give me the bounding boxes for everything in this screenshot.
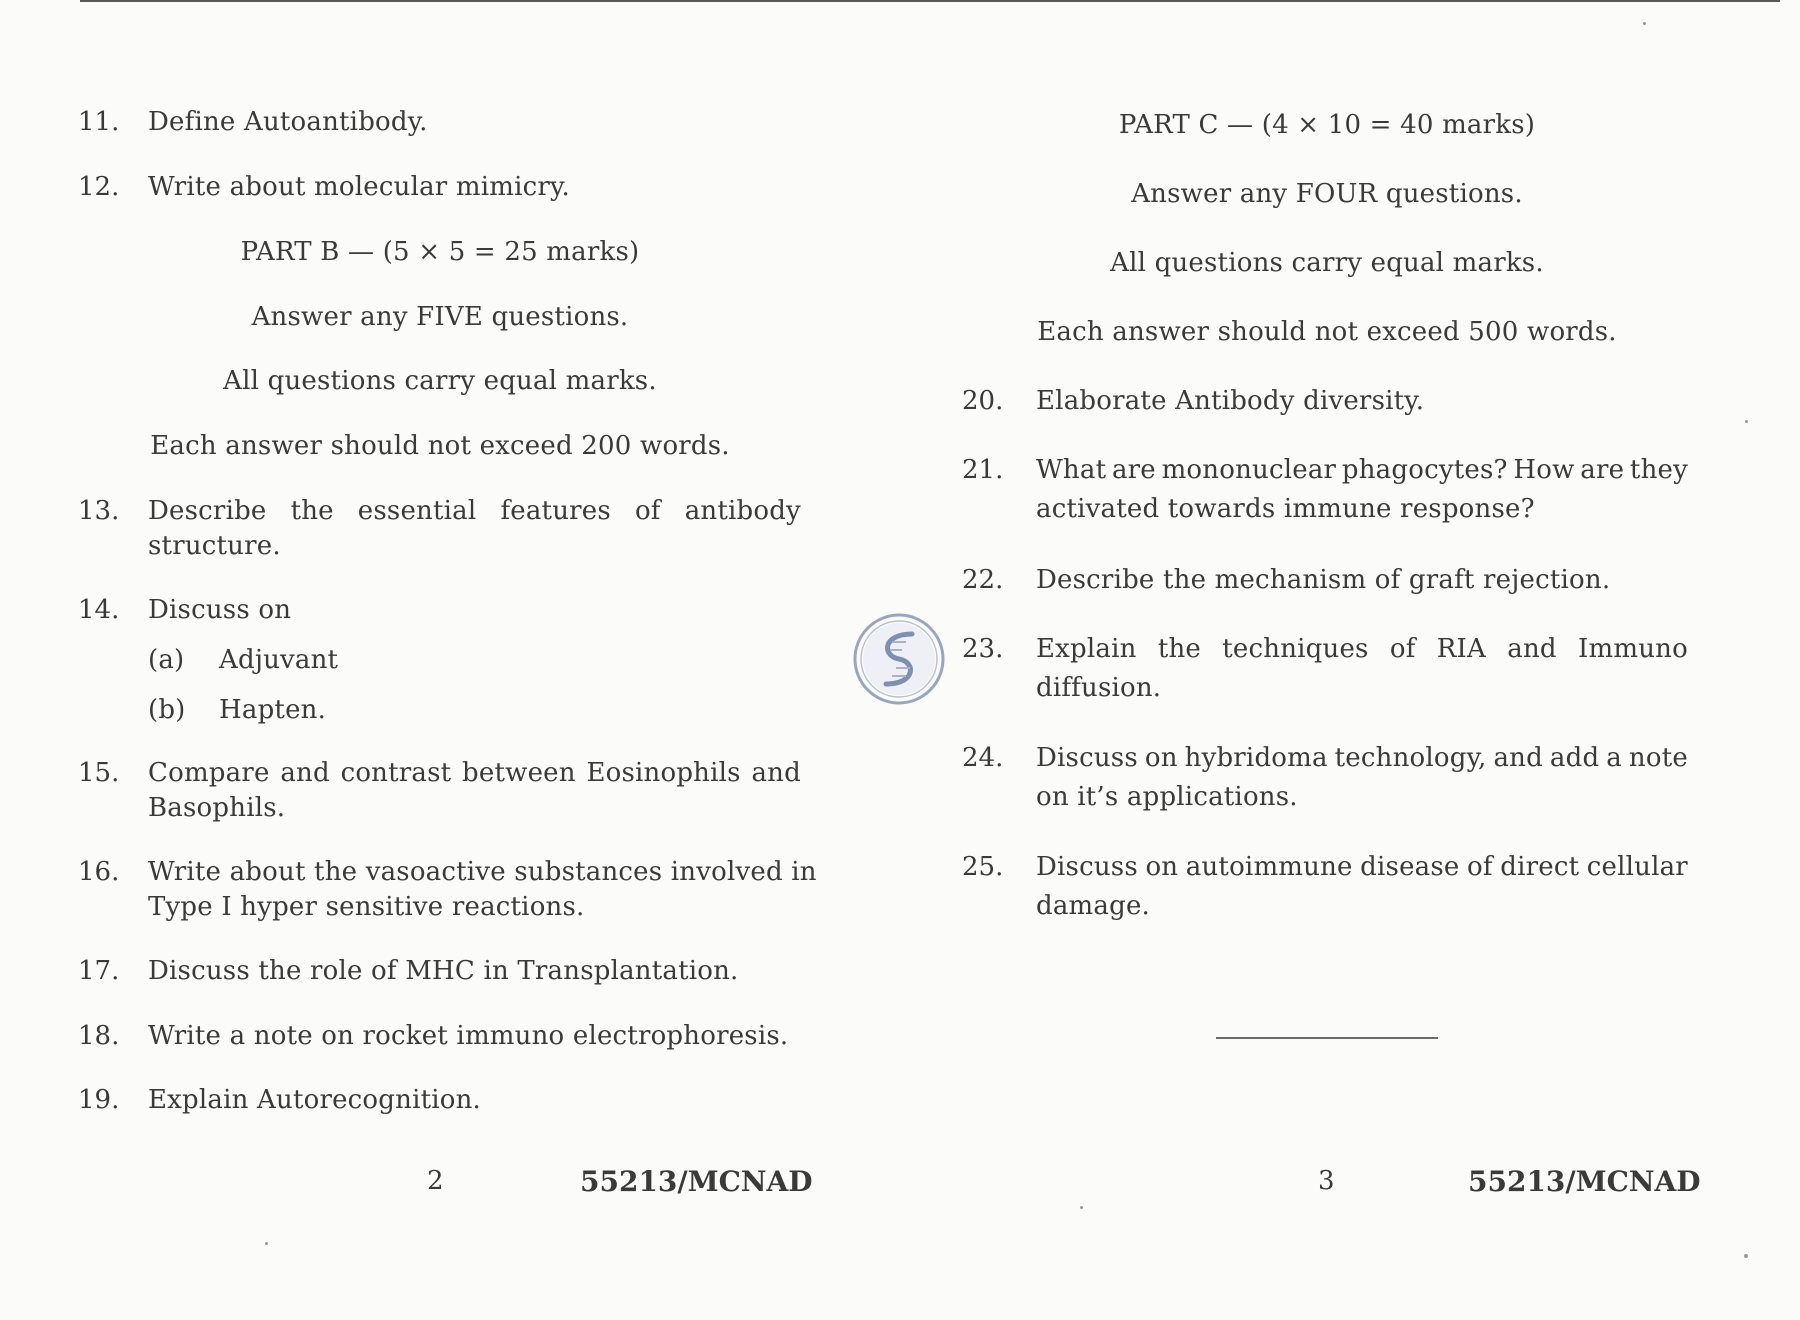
part-b-instruction-1: Answer any FIVE questions. — [251, 302, 629, 332]
word: note — [1628, 743, 1688, 773]
question-number: 16. — [78, 857, 120, 887]
word: phagocytes? — [1341, 455, 1508, 485]
word: of — [634, 496, 661, 526]
word: disease — [1360, 852, 1460, 882]
part-b-heading: PART B — (5 × 5 = 25 marks) — [240, 237, 640, 267]
question-number: 20. — [962, 386, 1004, 416]
question-number: 24. — [962, 743, 1004, 773]
word: How — [1513, 455, 1575, 485]
scan-speck — [265, 1242, 268, 1245]
word: are — [1111, 455, 1156, 485]
scan-speck — [1643, 22, 1646, 25]
scan-speck — [1744, 1254, 1748, 1258]
question-text: Write a note on rocket immuno electrophoresis. — [148, 1021, 789, 1051]
word: and — [1507, 634, 1557, 664]
word: and — [751, 758, 801, 788]
question-number: 23. — [962, 634, 1004, 664]
question-text-line — [148, 496, 801, 526]
question-number: 14. — [78, 595, 120, 625]
part-b-instruction-2: All questions carry equal marks. — [223, 366, 657, 396]
word: autoimmune — [1185, 852, 1353, 882]
watermark-seal-icon — [852, 612, 946, 706]
word: of — [1467, 852, 1493, 882]
question-text-line: activated towards immune response? — [1036, 494, 1535, 524]
word: technology, — [1334, 743, 1487, 773]
question-number: 22. — [962, 565, 1004, 595]
question-text-line — [1036, 852, 1688, 882]
question-text: Define Autoantibody. — [148, 107, 428, 137]
word: techniques — [1222, 634, 1369, 664]
sub-item-label: (b) — [148, 695, 186, 725]
end-of-paper-rule — [1216, 1037, 1438, 1039]
word: a — [1606, 743, 1622, 773]
word: the — [1157, 634, 1202, 664]
paper-code: 55213/MCNAD — [580, 1165, 813, 1198]
question-text: Explain Autorecognition. — [148, 1085, 482, 1115]
word: Describe — [148, 496, 267, 526]
part-c-instruction-3: Each answer should not exceed 500 words. — [1037, 317, 1617, 347]
question-text-line: diffusion. — [1036, 673, 1162, 703]
word: Discuss — [1036, 743, 1138, 773]
scan-speck — [1080, 1206, 1083, 1209]
word: Compare — [148, 758, 270, 788]
word: Immuno — [1578, 634, 1688, 664]
question-number: 18. — [78, 1021, 120, 1051]
word: Explain — [1036, 634, 1137, 664]
paper-code: 55213/MCNAD — [1468, 1165, 1701, 1198]
top-border-rule — [80, 0, 1780, 2]
question-number: 25. — [962, 852, 1004, 882]
word: Eosinophils — [586, 758, 741, 788]
part-b-instruction-3: Each answer should not exceed 200 words. — [150, 431, 730, 461]
question-number: 19. — [78, 1085, 120, 1115]
question-number: 15. — [78, 758, 120, 788]
question-text: Discuss the role of MHC in Transplantation. — [148, 956, 739, 986]
question-number: 11. — [78, 107, 120, 137]
part-c-instruction-1: Answer any FOUR questions. — [1131, 179, 1523, 209]
word: they — [1629, 455, 1688, 485]
word: and — [1493, 743, 1543, 773]
question-text-line: damage. — [1036, 891, 1150, 921]
sub-item-text: Hapten. — [219, 695, 327, 725]
word: Discuss — [1036, 852, 1138, 882]
word: cellular — [1586, 852, 1688, 882]
word: essential — [357, 496, 477, 526]
part-c-instruction-2: All questions carry equal marks. — [1110, 248, 1544, 278]
word: the — [290, 496, 334, 526]
word: add — [1549, 743, 1600, 773]
question-text-line — [1036, 455, 1688, 485]
word: hybridoma — [1184, 743, 1328, 773]
question-text-line — [1036, 634, 1688, 664]
question-text-line: Type I hyper sensitive reactions. — [148, 892, 585, 922]
question-number: 21. — [962, 455, 1004, 485]
word: of — [1389, 634, 1416, 664]
word: What — [1036, 455, 1107, 485]
question-text: Discuss on — [148, 595, 292, 625]
question-text: Describe the mechanism of graft rejection. — [1036, 565, 1611, 595]
part-c-heading: PART C — (4 × 10 = 40 marks) — [1118, 110, 1536, 140]
sub-item-label: (a) — [148, 645, 185, 675]
question-number: 17. — [78, 956, 120, 986]
word: mononuclear — [1161, 455, 1337, 485]
word: features — [500, 496, 611, 526]
question-text-line: structure. — [148, 531, 281, 561]
page-number: 2 — [427, 1166, 444, 1196]
question-text-line — [1036, 743, 1688, 773]
sub-item-text: Adjuvant — [219, 645, 339, 675]
word: contrast — [340, 758, 452, 788]
word: antibody — [684, 496, 801, 526]
question-text-line — [148, 758, 801, 788]
word: RIA — [1436, 634, 1487, 664]
question-text-line: Write about the vasoactive substances involved in — [148, 857, 817, 887]
question-text-line: on it’s applications. — [1036, 782, 1298, 812]
word: on — [1145, 852, 1179, 882]
word: between — [462, 758, 576, 788]
question-text: Elaborate Antibody diversity. — [1036, 386, 1425, 416]
question-number: 12. — [78, 172, 120, 202]
word: and — [280, 758, 330, 788]
word: direct — [1500, 852, 1580, 882]
scan-speck — [1745, 420, 1748, 423]
word: are — [1580, 455, 1625, 485]
question-text-line: Basophils. — [148, 793, 286, 823]
word: on — [1144, 743, 1178, 773]
question-number: 13. — [78, 496, 120, 526]
page-number: 3 — [1318, 1166, 1335, 1196]
question-text: Write about molecular mimicry. — [148, 172, 570, 202]
